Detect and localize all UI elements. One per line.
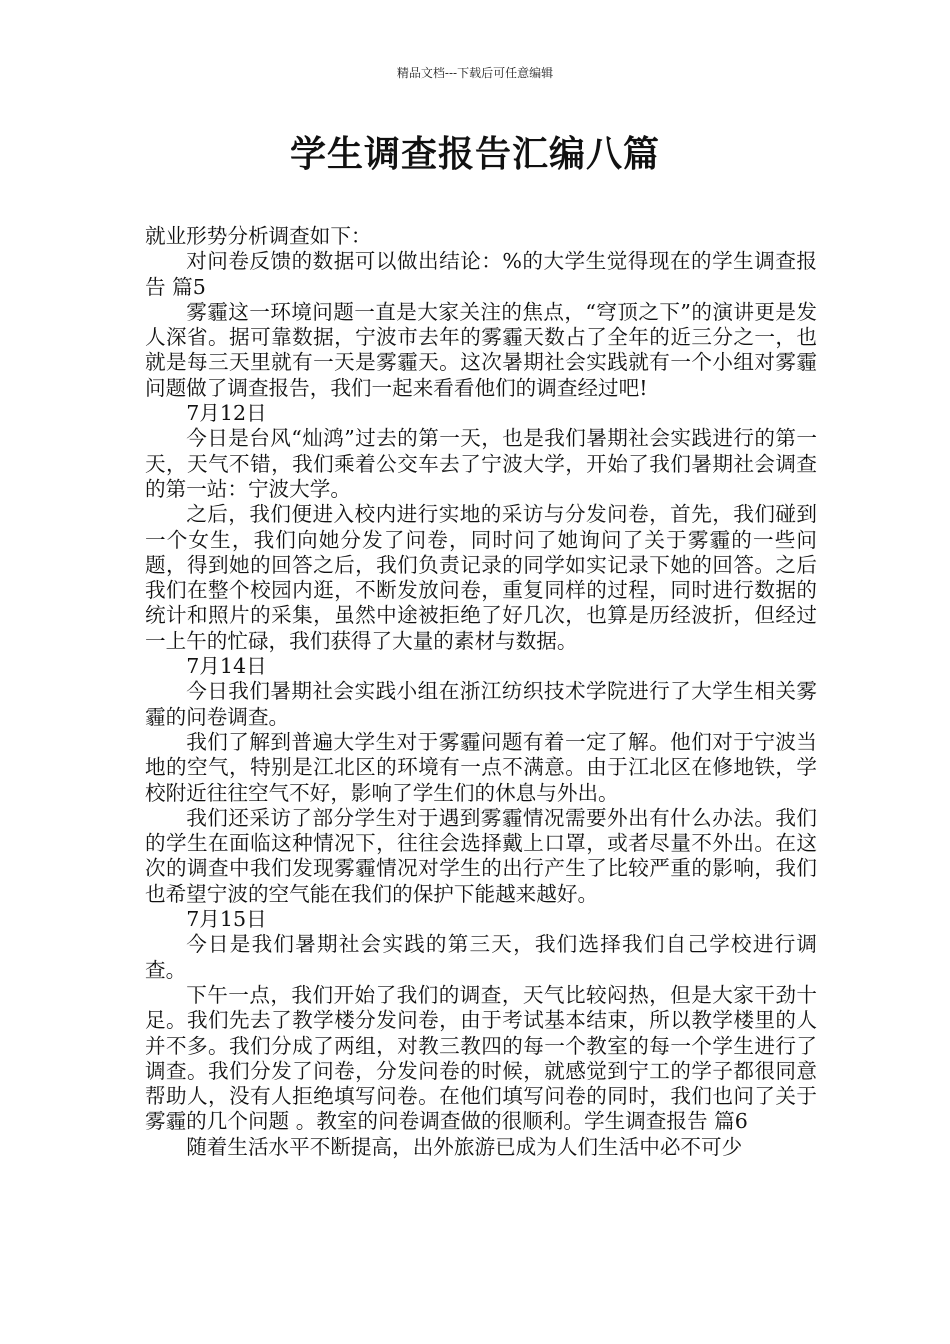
paragraph: 雾霾这一环境问题一直是大家关注的焦点，“穹顶之下”的演讲更是发人深省。据可靠数据，宁波市去年的雾霾天数占了全年的近三分之一，也就是每三天里就有一天是雾霾天。这次暑期社会实践就有一个小组对雾霾问题做了调查报告，我们一起来看看他们的调查经过吧! — [145, 299, 817, 400]
paragraph: 对问卷反馈的数据可以做出结论：%的大学生觉得现在的学生调查报告 篇5 — [145, 249, 817, 299]
paragraph: 我们了解到普遍大学生对于雾霾问题有着一定了解。他们对于宁波当地的空气，特别是江北区的环境有一点不满意。由于江北区在修地铁，学校附近往往空气不好，影响了学生们的休息与外出。 — [145, 729, 817, 805]
date-line: 7月14日 — [186, 654, 267, 679]
paragraph: 之后，我们便进入校内进行实地的采访与分发问卷，首先，我们碰到一个女生，我们向她分发了问卷，同时问了她询问了关于雾霾的一些问题，得到她的回答之后，我们负责记录的同学如实记录下她的回答。之后我们在整个校园内逛，不断发放问卷，重复同样的过程，同时进行数据的统计和照片的采集，虽然中途被拒绝了好几次，也算是历经波折，但经过一上午的忙碌，我们获得了大量的素材与数据。 — [145, 502, 817, 653]
paragraph: 今日我们暑期社会实践小组在浙江纺织技术学院进行了大学生相关雾霾的问卷调查。 — [145, 679, 817, 729]
header-note: 精品文档---下载后可任意编辑 — [396, 66, 554, 80]
paragraph: 就业形势分析调查如下： — [145, 224, 372, 248]
paragraph: 下午一点，我们开始了我们的调查，天气比较闷热，但是大家干劲十足。我们先去了教学楼分发问卷，由于考试基本结束，所以教学楼里的人并不多。我们分成了两组，对教三教四的每一个教室的每一个学生进行了调查。我们分发了问卷，分发问卷的时候，就感觉到宁工的学子都很同意帮助人，没有人拒绝填写问卷。在他们填写问卷的同时，我们也问了关于雾霾的几个问题 。教室的问卷调查做的很顺利。学生调查报告 篇6 — [145, 982, 817, 1134]
paragraph: 今日是台风“灿鸿”过去的第一天，也是我们暑期社会实践进行的第一天，天气不错，我们乘着公交车去了宁波大学，开始了我们暑期社会调查的第一站：宁波大学。 — [145, 426, 817, 501]
paragraph: 随着生活水平不断提高，出外旅游已成为人们生活中必不可少 — [186, 1134, 743, 1159]
date-line: 7月15日 — [186, 907, 267, 932]
document-body — [145, 224, 817, 1160]
paragraph: 今日是我们暑期社会实践的第三天，我们选择我们自己学校进行调查。 — [145, 932, 817, 982]
paragraph: 我们还采访了部分学生对于遇到雾霾情况需要外出有什么办法。我们的学生在面临这种情况下，往往会选择戴上口罩，或者尽量不外出。在这次的调查中我们发现雾霾情况对学生的出行产生了比较严重的影响，我们也希望宁波的空气能在我们的保护下能越来越好。 — [145, 805, 817, 906]
document-title: 学生调查报告汇编八篇 — [289, 134, 660, 175]
date-line: 7月12日 — [186, 401, 267, 426]
